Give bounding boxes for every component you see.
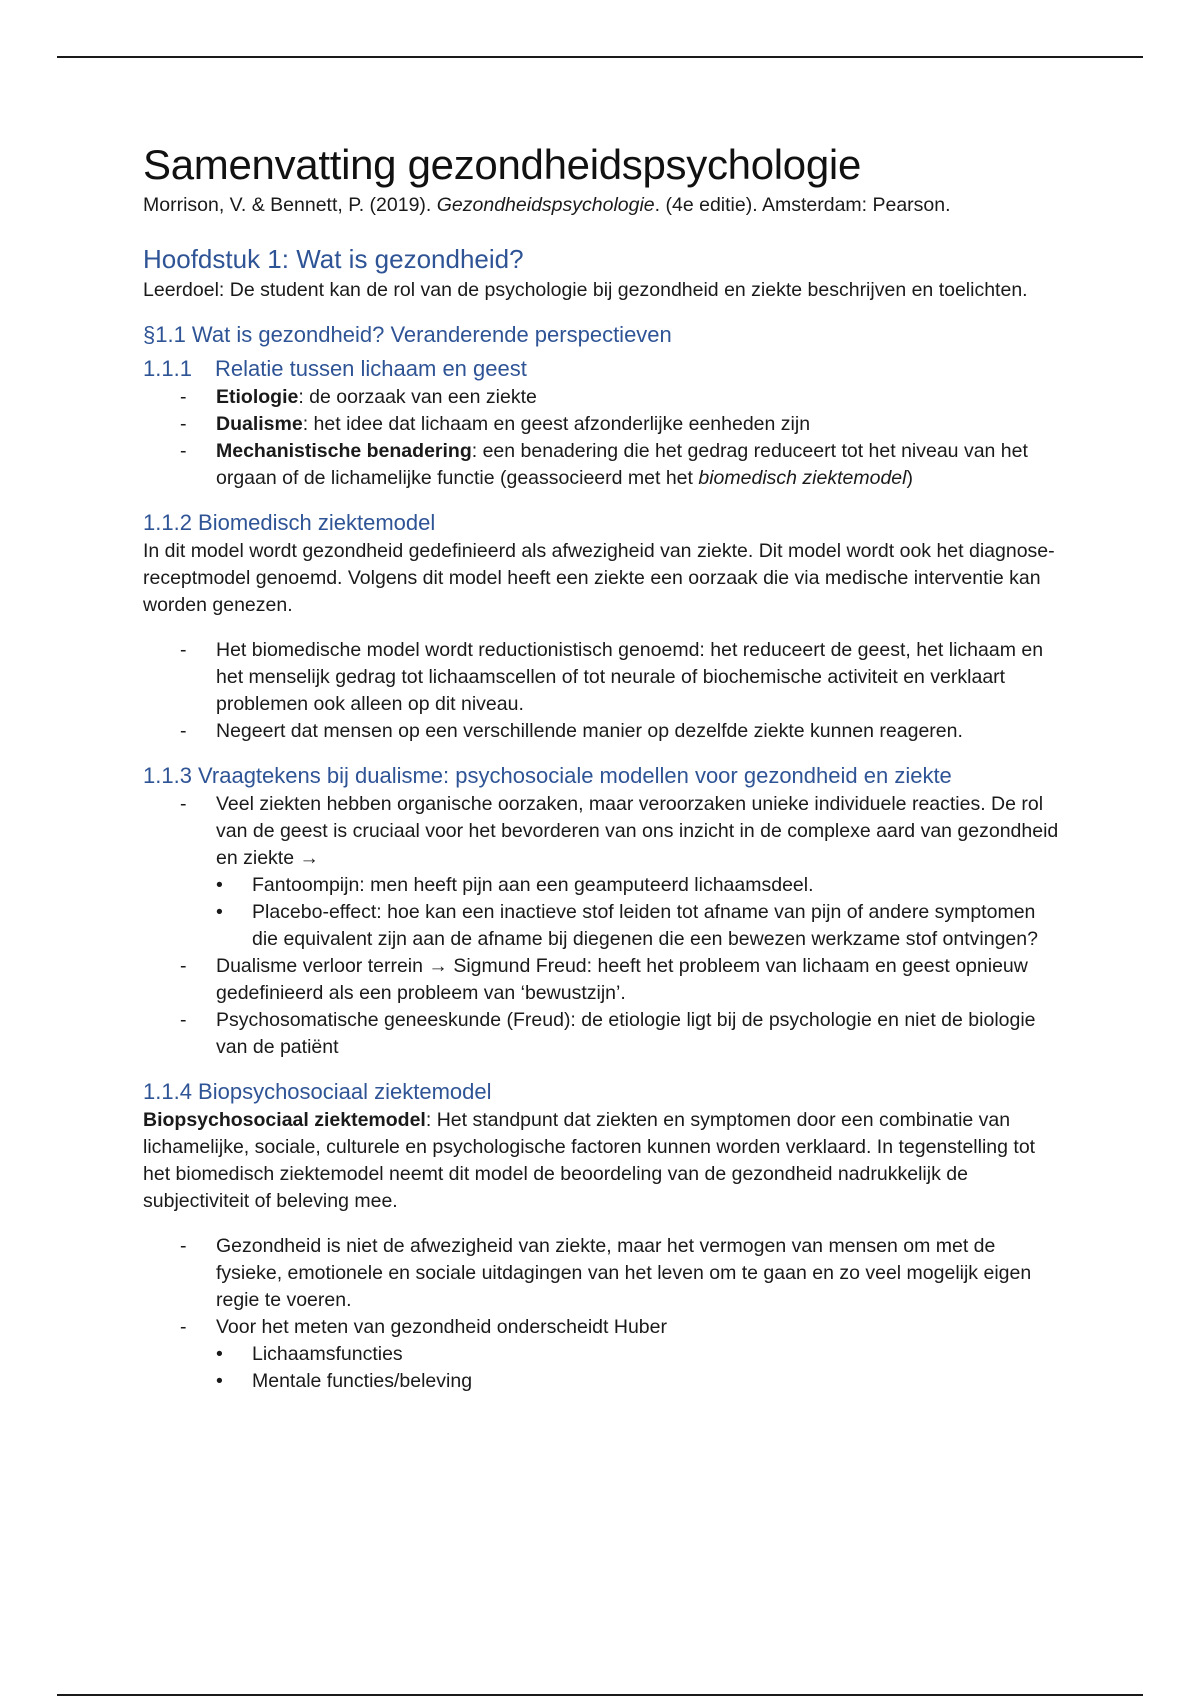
footer-rule (57, 1694, 1143, 1696)
list-item (143, 791, 1063, 953)
list-item (143, 1314, 1063, 1395)
list-item (143, 411, 1063, 438)
document-title: Samenvatting gezondheidspsychologie (143, 141, 861, 188)
sub-list-item: • Fantoompijn: men heeft pijn aan een geamputeerd lichaamsdeel. (216, 872, 1063, 899)
list-item: - Dualisme verloor terrein → Sigmund Freud: heeft het probleem van lichaam en geest opnieuw gedefinieerd als een probleem van ‘bewustzijn’. (143, 953, 1063, 1007)
list-item (143, 384, 1063, 411)
definition: : Het standpunt dat ziekten en symptomen door een combinatie van lichamelijke, sociale, culturele en psychologische factoren kunnen worden verklaard. In tegenstelling tot het biomedisch ziektemodel neemt dit model de beoordeling van de gezondheid nadrukkelijk de subjectiviteit of beleving mee. (143, 1109, 1036, 1212)
sub-list-item: • Lichaamsfuncties (216, 1341, 1063, 1368)
subsection-title: Relatie tussen lichaam en geest (215, 356, 527, 381)
chapter-heading: Hoofdstuk 1: Wat is gezondheid? (143, 244, 524, 274)
subsection-heading-1-1-3: 1.1.3 Vraagtekens bij dualisme: psychosociale modellen voor gezondheid en ziekte (143, 763, 952, 788)
definition-end: ) (906, 467, 913, 489)
bullet-list (143, 637, 1063, 745)
list-item: - Gezondheid is niet de afwezigheid van ziekte, maar het vermogen van mensen om met de fysieke, emotionele en sociale uitdagingen van het leven om te gaan en zo veel mogelijk eigen regie te voeren. (143, 1233, 1063, 1314)
subsection-heading-1-1-2: 1.1.2 Biomedisch ziektemodel (143, 510, 436, 535)
header-rule (57, 56, 1143, 58)
bullet-list (143, 1233, 1063, 1395)
sub-list-item: • Mentale functies/beleving (216, 1368, 1063, 1395)
bullet-list (143, 791, 1063, 1061)
learning-goal: Leerdoel: De student kan de rol van de psychologie bij gezondheid en ziekte beschrijven en toelichten. (143, 279, 1028, 301)
subsection-heading-1-1-1 (143, 354, 1063, 384)
list-item: - Negeert dat mensen op een verschillende manier op dezelfde ziekte kunnen reageren. (143, 718, 1063, 745)
citation (143, 192, 1063, 219)
sub-list-item: • Placebo-effect: hoe kan een inactieve stof leiden tot afname van pijn of andere symptomen die equivalent zijn aan de afname bij diegenen die een bewezen werkzame stof ontvingen? (216, 899, 1063, 953)
list-item: - Psychosomatische geneeskunde (Freud): de etiologie ligt bij de psychologie en niet de biologie van de patiënt (143, 1007, 1063, 1061)
citation-book: Gezondheidspsychologie (436, 194, 655, 216)
citation-rest: . (4e editie). Amsterdam: Pearson. (654, 194, 951, 216)
sub-list (216, 1341, 1063, 1395)
list-item-text: Voor het meten van gezondheid onderscheidt Huber (216, 1316, 667, 1338)
subsection-number: 1.1.1 (143, 356, 192, 381)
list-item-text: Veel ziekten hebben organische oorzaken, maar veroorzaken unieke individuele reacties. De rol van de geest is cruciaal voor het bevorderen van ons inzicht in de complexe aard van gezondheid en ziekte → (216, 793, 1059, 869)
citation-authors: Morrison, V. & Bennett, P. (2019). (143, 194, 437, 216)
term: Dualisme (216, 413, 303, 435)
subsection-heading-1-1-4: 1.1.4 Biopsychosociaal ziektemodel (143, 1079, 492, 1104)
list-item (143, 438, 1063, 492)
list-item: - Het biomedische model wordt reductionistisch genoemd: het reduceert de geest, het lichaam en het menselijk gedrag tot lichaamscellen of tot neurale of biochemische activiteit en verklaart problemen ook alleen op dit niveau. (143, 637, 1063, 718)
definition-italic: biomedisch ziektemodel (698, 467, 907, 489)
definition: : het idee dat lichaam en geest afzonderlijke eenheden zijn (302, 413, 811, 435)
sub-list (216, 872, 1063, 953)
section-heading: §1.1 Wat is gezondheid? Veranderende perspectieven (143, 322, 672, 347)
paragraph (143, 1107, 1063, 1215)
definition: : de oorzaak van een ziekte (298, 386, 537, 408)
term: Etiologie (216, 386, 299, 408)
definition: : een benadering die het gedrag reduceert tot het niveau van het orgaan of de lichamelijke functie (geassocieerd met het (216, 440, 1028, 489)
paragraph: In dit model wordt gezondheid gedefinieerd als afwezigheid van ziekte. Dit model wordt ook het diagnose-receptmodel genoemd. Volgens dit model heeft een ziekte een oorzaak die via medische interventie kan worden genezen. (143, 540, 1055, 616)
definition-list (143, 384, 1063, 492)
document-page (143, 140, 1063, 1395)
term: Mechanistische benadering (216, 440, 472, 462)
term: Biopsychosociaal ziektemodel (143, 1109, 426, 1131)
